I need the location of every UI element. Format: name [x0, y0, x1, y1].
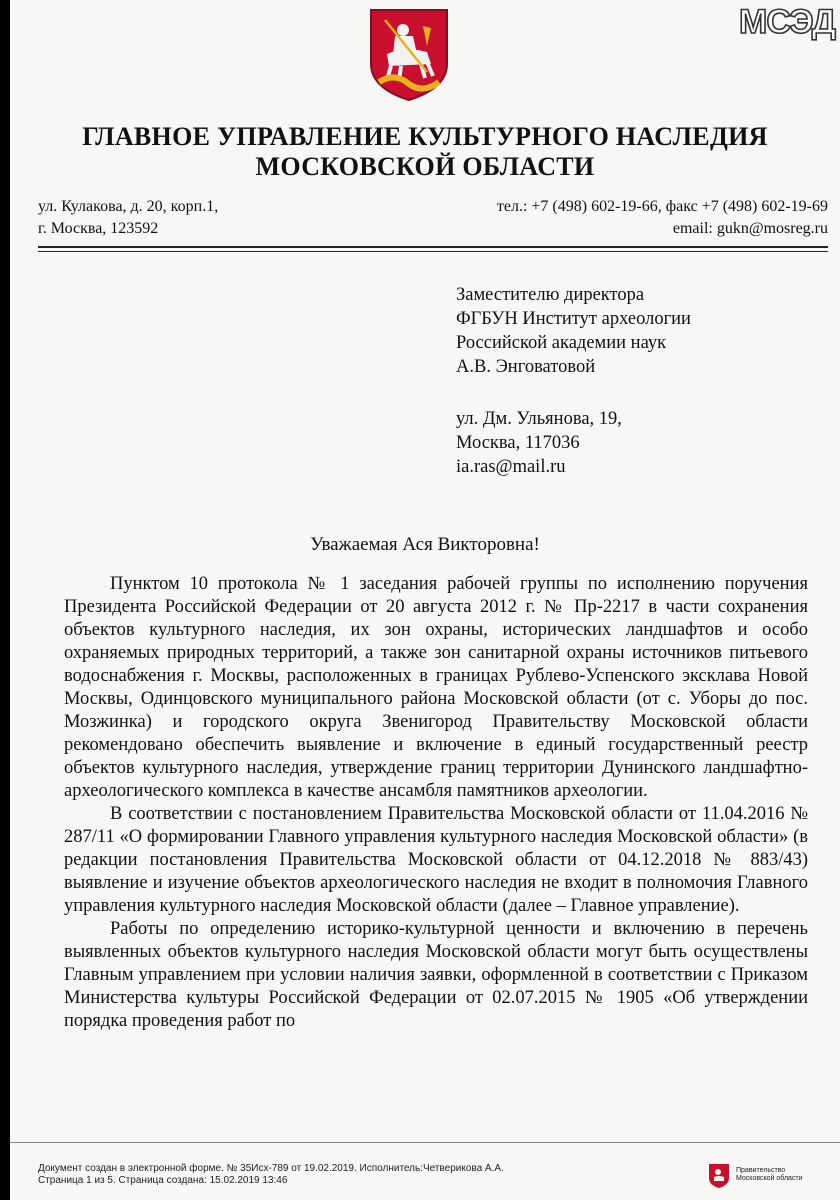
letter-page [10, 0, 840, 1200]
msed-stamp: МСЭД [739, 3, 835, 41]
header-divider-thin [38, 251, 828, 252]
header-divider [38, 246, 828, 248]
recipient-name: А.В. Энговатовой [456, 357, 596, 377]
sender-street: ул. Кулакова, д. 20, корп.1, [38, 198, 219, 215]
footer-text [38, 1163, 504, 1187]
sender-phones: тел.: +7 (498) 602-19-66, факс +7 (498) 602-19-69 [496, 198, 828, 215]
recipient-line: Российской академии наук [456, 333, 667, 353]
recipient-line: Заместителю директора [456, 285, 645, 305]
footer-doc-info: Документ создан в электронной форме. № 35Исх-789 от 19.02.2019. Исполнитель:Четверикова А.А. [38, 1163, 504, 1174]
recipient-block [456, 283, 691, 479]
recipient-line: ФГБУН Институт археологии [456, 309, 691, 329]
government-emblem-icon [708, 1163, 730, 1189]
body-paragraph: В соответствии с постановлением Правительства Московской области от 11.04.2016 № 287/11 «О формировании Главного управления культурного наследия Московской области» (в редакции постановления Правительства Московской области от 04.12.2018 № 883/43) выявление и изучение объектов археологического наследия не входит в полномочия Главного управления культурного наследия Московской области (далее – Главное управление). [64, 804, 808, 916]
document-footer [10, 1142, 840, 1200]
recipient-address-line: Москва, 117036 [456, 433, 580, 453]
recipient-address-line: ул. Дм. Ульянова, 19, [456, 409, 622, 429]
sender-address [38, 196, 218, 240]
sender-city: г. Москва, 123592 [38, 220, 159, 237]
org-title-line1: ГЛАВНОЕ УПРАВЛЕНИЕ КУЛЬТУРНОГО НАСЛЕДИЯ [82, 122, 768, 151]
footer-government-label: Правительство Московской области [736, 1167, 803, 1182]
body-paragraph: Работы по определению историко-культурной ценности и включению в перечень выявленных объектов культурного наследия Московской области могут быть осуществлены Главным управлением при условии наличия заявки, оформленной в соответствии с Приказом Министерства культуры Российской Федерации от 02.07.2015 № 1905 «Об утверждении порядка проведения работ по [64, 919, 808, 1031]
recipient-email[interactable]: ia.ras@mail.ru [456, 457, 566, 477]
greeting: Уважаемая Ася Викторовна! [310, 534, 540, 555]
body-paragraph: Пунктом 10 протокола № 1 заседания рабочей группы по исполнению поручения Президента Российской Федерации от 20 августа 2012 г. № Пр-2217 в части сохранения объектов культурного наследия, их зон охраны, исторических ландшафтов и особо охраняемых природных территорий, а также зон санитарной охраны источников питьевого водоснабжения г. Москвы, расположенных в границах Рублево-Успенского эксклава Новой Москвы, Одинцовского муниципального района Московской области (от с. Уборы до пос. Мозжинка) и городского округа Звенигород Правительству Московской области рекомендовано обеспечить выявление и включение в единый государственный реестр объектов культурного наследия, утверждение границ территории Дунинского ландшафтно-археологического комплекса в качестве ансамбля памятников археологии. [64, 574, 808, 801]
letter-body [64, 573, 808, 1033]
footer-page-info: Страница 1 из 5. Страница создана: 15.02.2019 13:46 [38, 1175, 288, 1186]
sender-email[interactable]: email: gukn@mosreg.ru [672, 220, 828, 237]
coat-of-arms-icon [365, 6, 453, 102]
org-title-line2: МОСКОВСКОЙ ОБЛАСТИ [255, 152, 595, 181]
sender-contacts [497, 196, 828, 240]
